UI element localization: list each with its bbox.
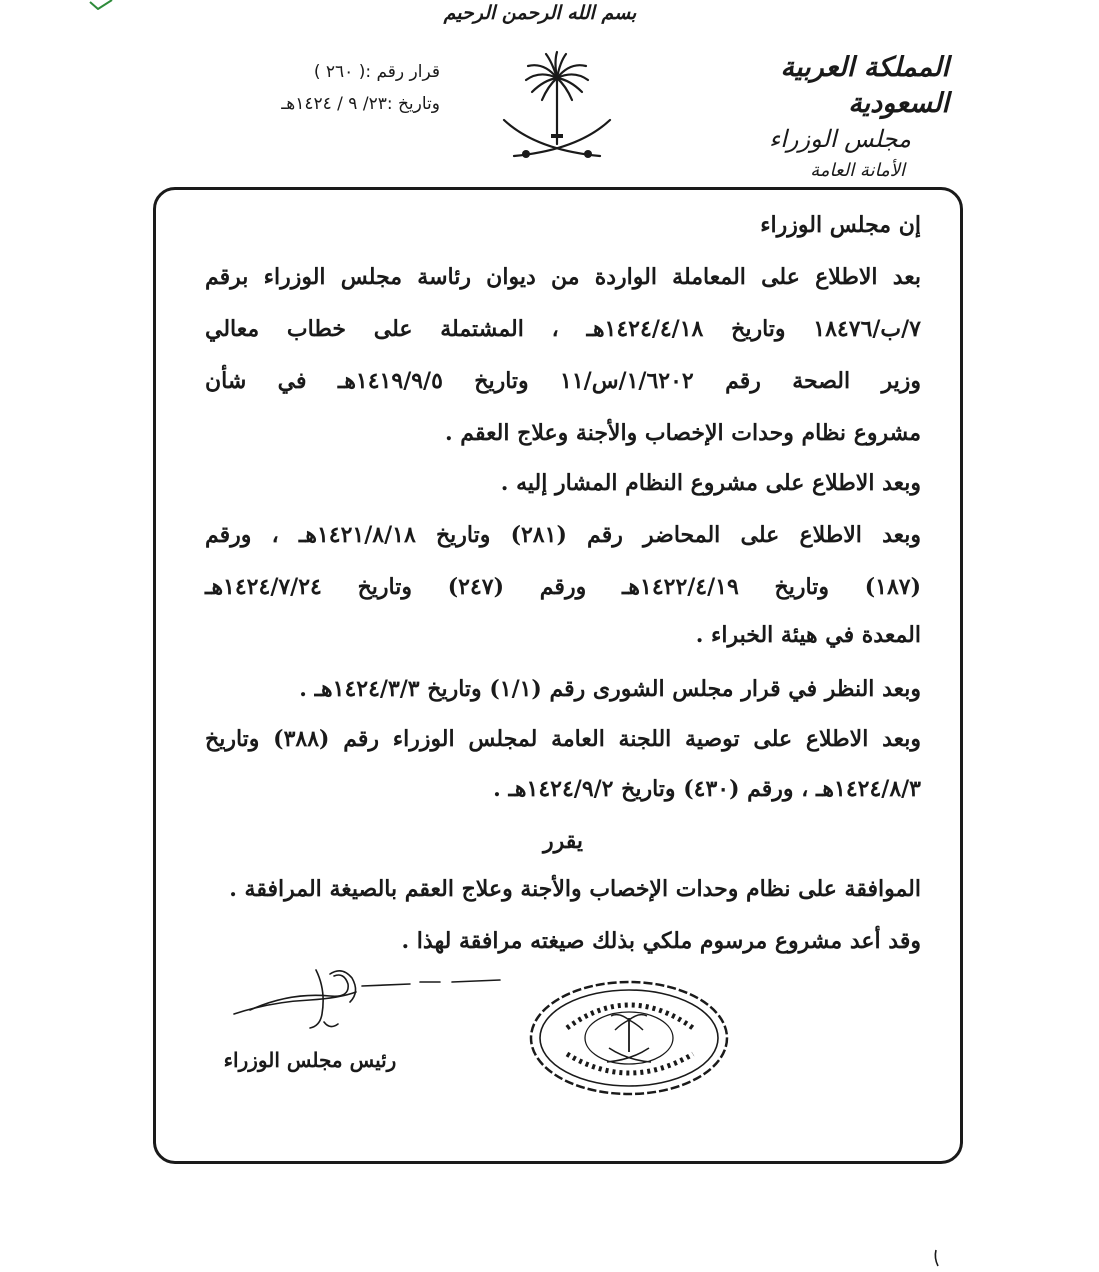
council-name: مجلس الوزراء	[768, 125, 911, 153]
kingdom-name: المملكة العربية السعودية	[780, 52, 949, 119]
corner-check-mark	[88, 0, 114, 10]
decision-reference	[200, 56, 440, 120]
body-line: وزير الصحة رقم ١/٦٢٠٢/س/١١ وتاريخ ١٤١٩/٩/٥هـ في شأن	[205, 368, 921, 394]
body-line: مشروع نظام وحدات الإخصاب والأجنة وعلاج العقم .	[444, 420, 921, 446]
body-line: ٧/ب/١٨٤٧٦ وتاريخ ١٤٢٤/٤/١٨هـ ، المشتملة على خطاب معالي	[205, 316, 921, 342]
secretariat-name: الأمانة العامة	[810, 160, 905, 181]
basmala: بسم الله الرحمن الرحيم	[443, 2, 637, 24]
body-line: وبعد الاطلاع على توصية اللجنة العامة لمجلس الوزراء رقم (٣٨٨) وتاريخ	[205, 726, 922, 752]
page-edge-mark	[930, 1248, 944, 1268]
official-seal	[527, 978, 732, 1098]
decision-number: قرار رقم :( ٢٦٠ )	[313, 62, 440, 82]
body-line: المعدة في هيئة الخبراء .	[695, 622, 921, 648]
handwritten-signature	[230, 962, 510, 1034]
body-line: إن مجلس الوزراء	[760, 212, 921, 238]
letterhead-institution	[689, 50, 949, 186]
palm-and-swords-emblem	[496, 48, 618, 170]
body-line: الموافقة على نظام وحدات الإخصاب والأجنة وعلاج العقم بالصيغة المرافقة .	[229, 876, 921, 902]
body-line: بعد الاطلاع على المعاملة الواردة من ديوان رئاسة مجلس الوزراء برقم	[205, 264, 921, 290]
body-line: وبعد الاطلاع على المحاضر رقم (٢٨١) وتاريخ ١٤٢١/٨/١٨هـ ، ورقم	[205, 522, 921, 548]
body-line: وبعد الاطلاع على مشروع النظام المشار إليه .	[500, 470, 921, 496]
body-line: وبعد النظر في قرار مجلس الشورى رقم (١/١) وتاريخ ١٤٢٤/٣/٣هـ .	[299, 676, 921, 702]
decision-date: وتاريخ :٢٣/ ٩ / ١٤٢٤هـ	[281, 94, 440, 114]
signer-title: رئيس مجلس الوزراء	[223, 1048, 397, 1072]
body-line: ١٤٢٤/٨/٣هـ ، ورقم (٤٣٠) وتاريخ ١٤٢٤/٩/٢هـ .	[493, 776, 921, 802]
decision-heading: يقرر	[542, 828, 583, 854]
body-line: (١٨٧) وتاريخ ١٤٢٢/٤/١٩هـ ورقم (٢٤٧) وتاريخ ١٤٢٤/٧/٢٤هـ	[205, 574, 921, 600]
body-line: وقد أعد مشروع مرسوم ملكي بذلك صيغته مرافقة لهذا .	[401, 928, 921, 954]
